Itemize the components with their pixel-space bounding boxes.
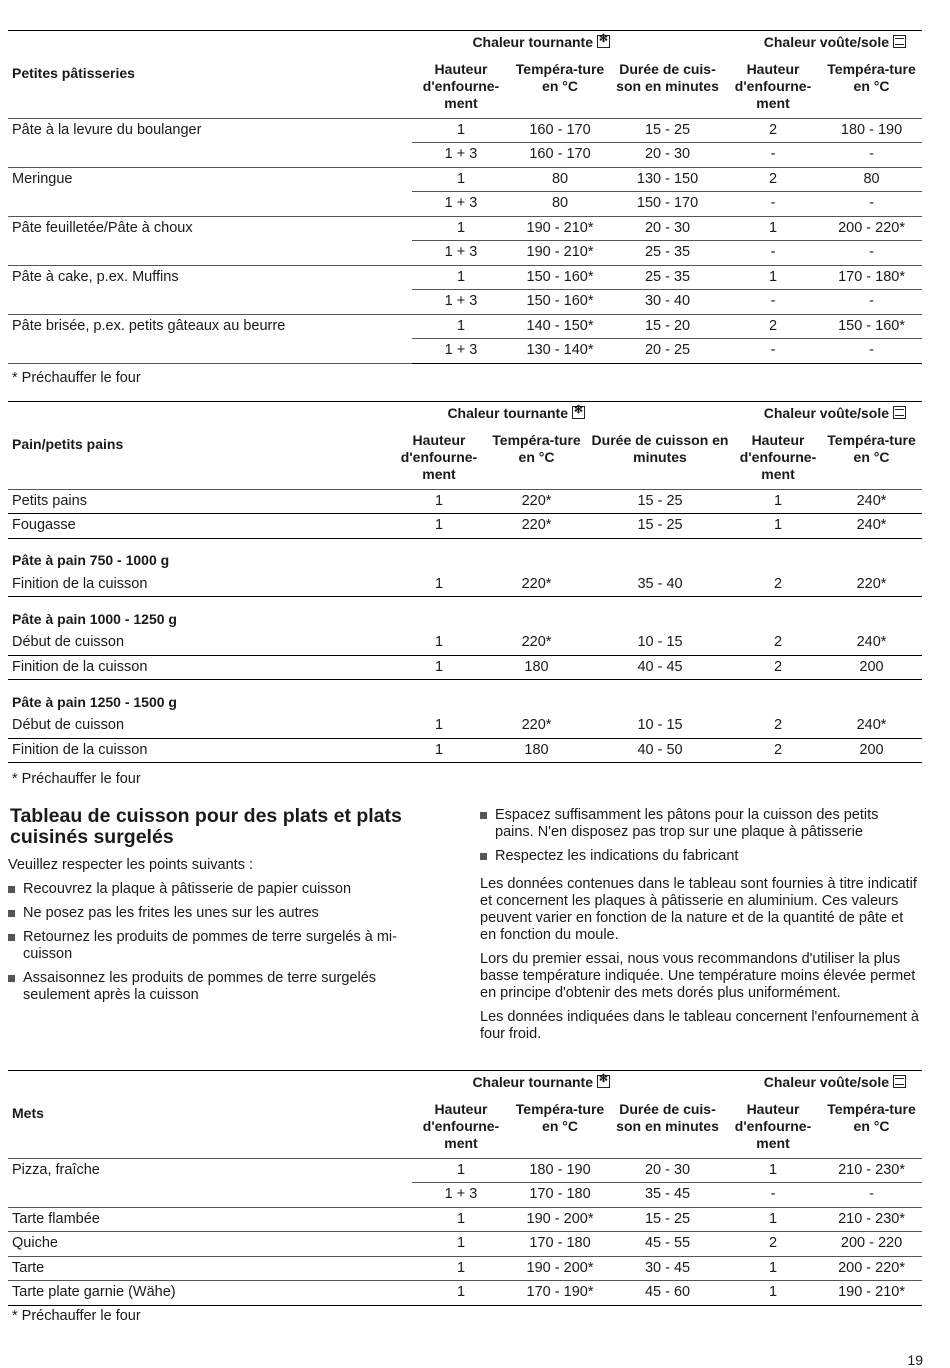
cell-duration: 15 - 25 — [610, 118, 725, 143]
group-header-tournante: Chaleur tournante — [447, 405, 569, 422]
page-number: 19 — [907, 1352, 923, 1368]
row-label: Meringue — [12, 171, 73, 187]
bullet-item: Assaisonnez les produits de pommes de terre surgelés seulement après la cuisson — [8, 970, 440, 1004]
fan-oven-icon — [597, 1075, 610, 1088]
cell-height-2: 2 — [725, 167, 821, 192]
cell-temp-2: 190 - 210* — [821, 1281, 922, 1306]
table-row — [8, 631, 922, 656]
row-label: Finition de la cuisson — [8, 572, 390, 597]
header-height: Hauteur d'enfourne-ment — [390, 426, 488, 490]
header-height: Hauteur d'enfourne-ment — [412, 1095, 510, 1159]
section-heading-row — [8, 597, 922, 631]
preheat-note: * Préchauffer le four — [12, 1308, 141, 1324]
row-label — [8, 1183, 412, 1208]
category-header: Pain/petits pains — [8, 426, 390, 490]
cell-duration: 10 - 15 — [585, 714, 735, 739]
cell-temp-2: 240* — [821, 631, 922, 656]
cell-height-2: 2 — [725, 118, 821, 143]
cell-temp-2: 180 - 190 — [821, 118, 922, 143]
cell-temp-2: 210 - 230* — [821, 1207, 922, 1232]
category-header: Mets — [8, 1095, 412, 1159]
cell-height-2: - — [725, 143, 821, 168]
cell-temp-2: - — [821, 192, 922, 217]
cell-height-2: 2 — [735, 738, 821, 763]
cell-height-2: 1 — [725, 1281, 821, 1306]
table-row — [8, 1281, 922, 1306]
cell-temp: 220* — [488, 714, 585, 739]
group-header-voute: Chaleur voûte/sole — [763, 34, 890, 51]
cell-height: 1 — [390, 631, 488, 656]
row-label: Tarte flambée — [8, 1207, 412, 1232]
row-label: Quiche — [8, 1232, 412, 1257]
header-temp-2: Tempéra-ture en °C — [821, 55, 922, 119]
cell-temp-2: 240* — [821, 514, 922, 539]
row-label — [8, 290, 412, 315]
top-bottom-heat-icon — [893, 35, 906, 48]
bullet-item: Respectez les indications du fabricant — [480, 848, 920, 865]
cell-duration: 15 - 20 — [610, 314, 725, 339]
cell-height-2: - — [725, 241, 821, 266]
cell-temp: 180 - 190 — [510, 1158, 610, 1183]
cell-height-2: 1 — [725, 1256, 821, 1281]
cell-temp: 80 — [510, 167, 610, 192]
cell-temp-2: 200 — [821, 738, 922, 763]
cell-duration: 20 - 30 — [610, 216, 725, 241]
right-bullet-list — [480, 807, 920, 865]
cell-duration: 30 - 40 — [610, 290, 725, 315]
cell-height: 1 — [412, 1256, 510, 1281]
cell-temp: 150 - 160* — [510, 290, 610, 315]
table-row — [8, 1207, 922, 1232]
table-row — [8, 314, 922, 339]
body-paragraph: Les données contenues dans le tableau sont fournies à titre indicatif et concernent les plaques à pâtisserie en aluminium. Ces valeurs peuvent varier en fonction de la nature et de la quantité de pâte et en fonction du moule. — [480, 876, 917, 943]
fan-oven-icon — [572, 406, 585, 419]
cell-height: 1 — [390, 655, 488, 680]
left-bullet-list — [8, 881, 440, 1004]
preheat-note: * Préchauffer le four — [12, 370, 141, 386]
cell-height-2: 1 — [725, 1207, 821, 1232]
cell-temp: 190 - 200* — [510, 1256, 610, 1281]
cell-temp-2: 150 - 160* — [821, 314, 922, 339]
body-paragraph: Les données indiquées dans le tableau concernent l'enfournement à four froid. — [480, 1009, 919, 1042]
cell-height-2: - — [725, 339, 821, 364]
cell-temp: 180 — [488, 655, 585, 680]
row-label: Pâte feuilletée/Pâte à choux — [12, 220, 193, 236]
cell-duration: 15 - 25 — [610, 1207, 725, 1232]
cell-height: 1 — [412, 167, 510, 192]
row-label: Début de cuisson — [8, 714, 390, 739]
top-bottom-heat-icon — [893, 406, 906, 419]
cell-height-2: 2 — [735, 714, 821, 739]
top-bottom-heat-icon — [893, 1075, 906, 1088]
section-title: Tableau de cuisson pour des plats et plats cuisinés surgelés — [10, 805, 402, 848]
cell-height: 1 — [412, 1281, 510, 1306]
cell-duration: 20 - 30 — [610, 1158, 725, 1183]
table-row — [8, 1183, 922, 1208]
table-row — [8, 514, 922, 539]
table-row — [8, 339, 922, 364]
cell-temp-2: - — [821, 241, 922, 266]
cell-temp: 80 — [510, 192, 610, 217]
row-label: Finition de la cuisson — [8, 655, 390, 680]
cell-duration: 35 - 45 — [610, 1183, 725, 1208]
cell-duration: 35 - 40 — [585, 572, 735, 597]
row-label: Pâte à la levure du boulanger — [12, 122, 202, 138]
section-heading: Pâte à pain 1000 - 1250 g — [12, 610, 177, 627]
group-header-tournante: Chaleur tournante — [472, 34, 594, 51]
header-duration: Durée de cuis-son en minutes — [610, 1095, 725, 1159]
cell-duration: 40 - 45 — [585, 655, 735, 680]
cell-height-2: 2 — [735, 572, 821, 597]
cell-height-2: 1 — [725, 216, 821, 241]
cell-duration: 45 - 60 — [610, 1281, 725, 1306]
cell-temp: 220* — [488, 514, 585, 539]
row-label — [8, 241, 412, 266]
group-header-voute: Chaleur voûte/sole — [763, 405, 890, 422]
table-row — [8, 655, 922, 680]
cell-height-2: - — [725, 192, 821, 217]
cell-duration: 20 - 25 — [610, 339, 725, 364]
group-header-voute: Chaleur voûte/sole — [763, 1074, 890, 1091]
header-temp-2: Tempéra-ture en °C — [821, 1095, 922, 1159]
section-heading: Pâte à pain 750 - 1000 g — [12, 552, 170, 568]
cell-temp: 140 - 150* — [510, 314, 610, 339]
row-label — [8, 143, 412, 168]
petites-patisseries-table — [8, 30, 922, 364]
row-label: Tarte plate garnie (Wähe) — [8, 1281, 412, 1306]
cell-height: 1 — [412, 1207, 510, 1232]
cell-height: 1 — [390, 572, 488, 597]
cell-temp-2: 200 - 220* — [821, 216, 922, 241]
cell-temp: 160 - 170 — [510, 118, 610, 143]
section-heading-row — [8, 538, 922, 572]
cell-height-2: 1 — [735, 514, 821, 539]
table-row — [8, 216, 922, 241]
table-row — [8, 738, 922, 763]
header-duration: Durée de cuis-son en minutes — [610, 55, 725, 119]
row-label: Fougasse — [8, 514, 390, 539]
header-height-2: Hauteur d'enfourne-ment — [735, 426, 821, 490]
row-label: Petits pains — [8, 489, 390, 514]
row-label: Pâte à cake, p.ex. Muffins — [12, 269, 179, 285]
table-row — [8, 241, 922, 266]
cell-temp-2: 80 — [821, 167, 922, 192]
cell-temp-2: - — [821, 290, 922, 315]
cell-duration: 30 - 45 — [610, 1256, 725, 1281]
header-temp-2: Tempéra-ture en °C — [821, 426, 922, 490]
table-row — [8, 167, 922, 192]
table-row — [8, 1158, 922, 1183]
row-label: Tarte — [8, 1256, 412, 1281]
cell-temp-2: 200 - 220* — [821, 1256, 922, 1281]
bullet-item: Espacez suffisamment les pâtons pour la cuisson des petits pains. N'en disposez pas trop sur une plaque à pâtisserie — [480, 807, 920, 841]
table-row — [8, 1256, 922, 1281]
cell-height: 1 + 3 — [412, 290, 510, 315]
left-column — [8, 857, 440, 1011]
cell-height-2: 2 — [725, 1232, 821, 1257]
preheat-note: * Préchauffer le four — [12, 771, 141, 787]
cell-height: 1 — [390, 714, 488, 739]
table-row — [8, 118, 922, 143]
cell-temp-2: - — [821, 143, 922, 168]
cell-temp: 160 - 170 — [510, 143, 610, 168]
cell-height-2: - — [725, 290, 821, 315]
cell-height: 1 — [412, 1158, 510, 1183]
header-duration: Durée de cuisson en minutes — [585, 426, 735, 490]
cell-height: 1 + 3 — [412, 339, 510, 364]
cell-temp: 150 - 160* — [510, 265, 610, 290]
cell-temp-2: - — [821, 339, 922, 364]
cell-temp: 170 - 190* — [510, 1281, 610, 1306]
cell-duration: 130 - 150 — [610, 167, 725, 192]
cell-temp: 180 — [488, 738, 585, 763]
cell-height-2: 2 — [735, 655, 821, 680]
cell-temp-2: 220* — [821, 572, 922, 597]
table-row — [8, 489, 922, 514]
cell-duration: 20 - 30 — [610, 143, 725, 168]
bullet-item: Recouvrez la plaque à pâtisserie de papier cuisson — [8, 881, 440, 898]
cell-temp: 220* — [488, 489, 585, 514]
header-temp: Tempéra-ture en °C — [510, 55, 610, 119]
cell-temp-2: 200 — [821, 655, 922, 680]
cell-temp-2: 210 - 230* — [821, 1158, 922, 1183]
cell-temp: 130 - 140* — [510, 339, 610, 364]
cell-temp: 170 - 180 — [510, 1183, 610, 1208]
table-row — [8, 1232, 922, 1257]
mets-table — [8, 1070, 922, 1306]
header-temp: Tempéra-ture en °C — [488, 426, 585, 490]
cell-temp: 190 - 210* — [510, 216, 610, 241]
row-label: Début de cuisson — [8, 631, 390, 656]
cell-height: 1 — [412, 118, 510, 143]
header-height-2: Hauteur d'enfourne-ment — [725, 55, 821, 119]
cell-height: 1 — [412, 1232, 510, 1257]
bullet-item: Retournez les produits de pommes de terre surgelés à mi-cuisson — [8, 929, 440, 963]
category-header: Petites pâtisseries — [8, 55, 412, 119]
section-heading-row — [8, 680, 922, 714]
cell-temp-2: - — [821, 1183, 922, 1208]
body-paragraph: Lors du premier essai, nous vous recommandons d'utiliser la plus basse température indiquée. Une température moins élevée permet en principe d'obtenir des mets dorés plus uniformément. — [480, 951, 916, 1001]
cell-temp-2: 240* — [821, 714, 922, 739]
cell-temp: 220* — [488, 572, 585, 597]
cell-temp-2: 200 - 220 — [821, 1232, 922, 1257]
cell-height: 1 + 3 — [412, 1183, 510, 1208]
cell-duration: 10 - 15 — [585, 631, 735, 656]
cell-temp-2: 170 - 180* — [821, 265, 922, 290]
cell-height-2: 1 — [725, 1158, 821, 1183]
table-row — [8, 192, 922, 217]
section-heading: Pâte à pain 1250 - 1500 g — [12, 693, 177, 710]
cell-duration: 45 - 55 — [610, 1232, 725, 1257]
cell-height-2: - — [725, 1183, 821, 1208]
row-label: Pizza, fraîche — [12, 1162, 100, 1178]
cell-temp-2: 240* — [821, 489, 922, 514]
intro-text: Veuillez respecter les points suivants : — [8, 857, 254, 873]
table-row — [8, 265, 922, 290]
table-row — [8, 572, 922, 597]
row-label: Finition de la cuisson — [8, 738, 390, 763]
bullet-item: Ne posez pas les frites les unes sur les autres — [8, 905, 440, 922]
cell-height: 1 — [412, 314, 510, 339]
cell-height-2: 1 — [735, 489, 821, 514]
right-column — [480, 807, 920, 1050]
cell-duration: 40 - 50 — [585, 738, 735, 763]
cell-height: 1 — [390, 514, 488, 539]
cell-duration: 150 - 170 — [610, 192, 725, 217]
cell-height-2: 1 — [725, 265, 821, 290]
cell-height: 1 + 3 — [412, 192, 510, 217]
group-header-tournante: Chaleur tournante — [472, 1074, 594, 1091]
cell-height-2: 2 — [725, 314, 821, 339]
cell-height: 1 + 3 — [412, 143, 510, 168]
header-height: Hauteur d'enfourne-ment — [412, 55, 510, 119]
cell-height-2: 2 — [735, 631, 821, 656]
cell-height: 1 + 3 — [412, 241, 510, 266]
header-height-2: Hauteur d'enfourne-ment — [725, 1095, 821, 1159]
table-row — [8, 143, 922, 168]
cell-height: 1 — [390, 738, 488, 763]
cell-temp: 190 - 200* — [510, 1207, 610, 1232]
row-label: Pâte brisée, p.ex. petits gâteaux au beurre — [12, 318, 286, 334]
cell-duration: 15 - 25 — [585, 514, 735, 539]
row-label — [8, 192, 412, 217]
table-row — [8, 290, 922, 315]
table-row — [8, 714, 922, 739]
header-temp: Tempéra-ture en °C — [510, 1095, 610, 1159]
cell-height: 1 — [390, 489, 488, 514]
row-label — [8, 339, 412, 364]
cell-duration: 25 - 35 — [610, 241, 725, 266]
cell-duration: 25 - 35 — [610, 265, 725, 290]
cell-duration: 15 - 25 — [585, 489, 735, 514]
cell-height: 1 — [412, 265, 510, 290]
cell-temp: 220* — [488, 631, 585, 656]
cell-temp: 170 - 180 — [510, 1232, 610, 1257]
cell-temp: 190 - 210* — [510, 241, 610, 266]
fan-oven-icon — [597, 35, 610, 48]
cell-height: 1 — [412, 216, 510, 241]
pain-table — [8, 401, 922, 763]
